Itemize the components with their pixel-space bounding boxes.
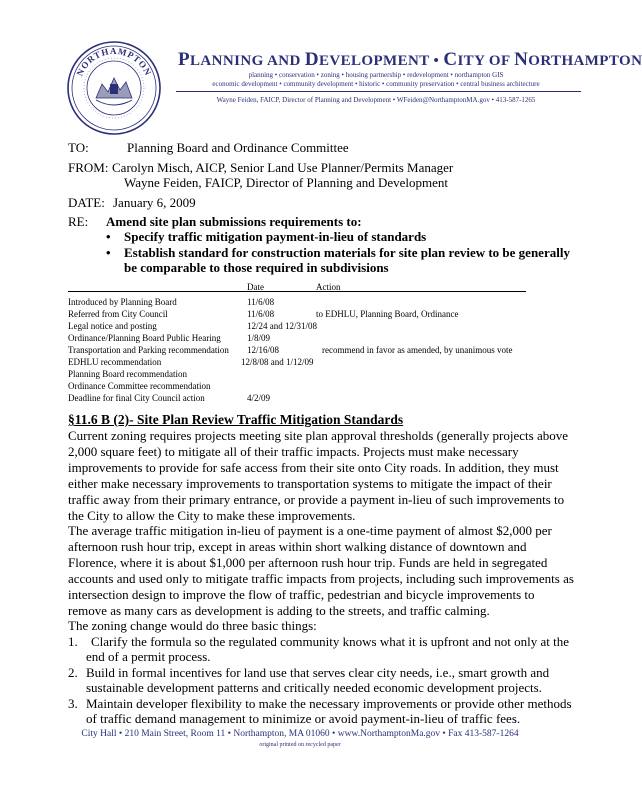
table-row-action: to EDHLU, Planning Board, Ordinance — [316, 309, 459, 319]
paragraph-line: intersection design to improve the flow of traffic, pedestrian and bicycle improvements to — [68, 587, 535, 602]
list-item-line-1: Maintain developer flexibility to make the necessary improvements or provide other methods — [86, 696, 572, 711]
re-heading: Amend site plan submissions requirements to: — [106, 214, 362, 229]
letterhead-services-line-2: economic development • community development • historic • community preservation • central business architecture — [212, 80, 540, 88]
paragraph-line: either make necessary improvements to transportation systems to mitigate the impact of their — [68, 476, 552, 491]
list-item-number: 2. — [68, 665, 78, 680]
letterhead-director-line: Wayne Feiden, FAICP, Director of Planning and Development • WFeiden@NorthamptonMA.gov • 413-587-1265 — [216, 96, 536, 104]
paragraph-line: remove as many cars as development is adding to the streets, and traffic calming. — [68, 603, 490, 618]
paragraph-line: the City to allow the City to make these improvements. — [68, 508, 356, 523]
table-row-label: EDHLU recommendation — [68, 357, 162, 367]
paragraph-line: afternoon rush hour trip, except in areas within short walking distance of downtown and — [68, 539, 527, 554]
paragraph-2 — [68, 523, 574, 619]
table-row-date: 12/24 and 12/31/08 — [247, 321, 317, 331]
paragraph-line: 2,000 square feet) to mitigate all of their traffic impacts. Projects must make necessary — [68, 444, 519, 459]
table-row-date: 12/8/08 and 1/12/09 — [241, 357, 314, 367]
from-line-1: Carolyn Misch, AICP, Senior Land Use Planner/Permits Manager — [112, 160, 454, 175]
table-row-date: 1/8/09 — [247, 333, 271, 343]
letterhead-services-line-1: planning • conservation • zoning • housing partnership • redevelopment • northampton GIS — [248, 71, 504, 79]
table-row-label: Transportation and Parking recommendation — [68, 345, 229, 355]
re-bullet-2-line-1: Establish standard for construction materials for site plan review to be generally — [124, 245, 570, 260]
table-row-label: Ordinance/Planning Board Public Hearing — [68, 333, 221, 343]
paragraph-line: traffic away from their primary entrance, or provide a payment in-lieu of such improvements to — [68, 492, 565, 507]
from-label: FROM: — [68, 160, 109, 175]
table-header-divider — [68, 291, 526, 292]
list-item-line-2: end of a permit process. — [86, 649, 211, 664]
table-row-date: 11/6/08 — [247, 297, 275, 307]
re-label: RE: — [68, 214, 89, 229]
paragraph-line: accounts and used only to mitigate traffic impacts from projects, including such improvements as — [68, 571, 574, 586]
table-row-label: Legal notice and posting — [68, 321, 157, 331]
letterhead-divider — [176, 91, 581, 92]
city-seal-logo — [66, 40, 162, 136]
list-item-line-1: Build in formal incentives for land use that serves clear city needs, i.e., smart growth and — [86, 665, 550, 680]
letterhead-title: PLANNING AND DEVELOPMENT • CITY OF NORTHAMPTON — [178, 49, 642, 70]
paragraph-line: Florence, where it is about $1,000 per afternoon rush hour trip. Funds are held in segregated — [68, 555, 548, 570]
table-row-action: recommend in favor as amended, by unanimous vote — [322, 345, 513, 355]
re-bullet-1: Specify traffic mitigation payment-in-lieu of standards — [124, 229, 427, 244]
list-item-line-2: of traffic demand management to minimize or avoid payment-in-lieu of traffic fees. — [86, 711, 521, 726]
table-row-label: Deadline for final City Council action — [68, 393, 205, 403]
paragraph-1 — [68, 428, 568, 524]
table-row-label: Planning Board recommendation — [68, 369, 187, 379]
list-item-line-2: sustainable development patterns and critically needed economic development projects. — [86, 680, 542, 695]
date-value: January 6, 2009 — [113, 195, 196, 210]
date-label: DATE: — [68, 195, 105, 210]
bullet-marker: • — [106, 245, 111, 260]
table-row-date: 11/6/08 — [247, 309, 275, 319]
table-header-action: Action — [316, 282, 341, 292]
footer-recycled-note: original printed on recycled paper — [259, 742, 341, 748]
table-row-date: 4/2/09 — [247, 393, 271, 403]
paragraph-line: Current zoning requires projects meeting site plan approval thresholds (generally projects above — [68, 428, 568, 443]
table-row-label: Ordinance Committee recommendation — [68, 381, 211, 391]
re-bullet-2-line-2: be comparable to those required in subdivisions — [124, 260, 389, 275]
bullet-marker: • — [106, 229, 111, 244]
svg-text:NORTHAMPTON: NORTHAMPTON — [74, 45, 154, 78]
from-line-2: Wayne Feiden, FAICP, Director of Planning and Development — [124, 175, 449, 190]
paragraph-line: improvements to provide for safe access from their site onto City roads. In addition, they must — [68, 460, 559, 475]
section-heading: §11.6 B (2)- Site Plan Review Traffic Mitigation Standards — [68, 412, 404, 427]
list-item-line-1: Clarify the formula so the regulated community knows what it is upfront and not only at the — [91, 634, 570, 649]
table-row-label: Introduced by Planning Board — [68, 297, 177, 307]
to-value: Planning Board and Ordinance Committee — [127, 140, 349, 155]
list-intro: The zoning change would do three basic things: — [68, 618, 317, 633]
table-row-label: Referred from City Council — [68, 309, 168, 319]
table-row-date: 12/16/08 — [247, 345, 280, 355]
table-header-date: Date — [247, 282, 264, 292]
paragraph-line: The average traffic mitigation in-lieu of payment is a one-time payment of almost $2,000 per — [68, 523, 552, 538]
list-item-number: 1. — [68, 634, 78, 649]
footer-address: City Hall • 210 Main Street, Room 11 • Northampton, MA 01060 • www.NorthamptonMa.gov • Fax 413-587-1264 — [81, 729, 519, 739]
to-label: TO: — [68, 140, 89, 155]
list-item-number: 3. — [68, 696, 78, 711]
